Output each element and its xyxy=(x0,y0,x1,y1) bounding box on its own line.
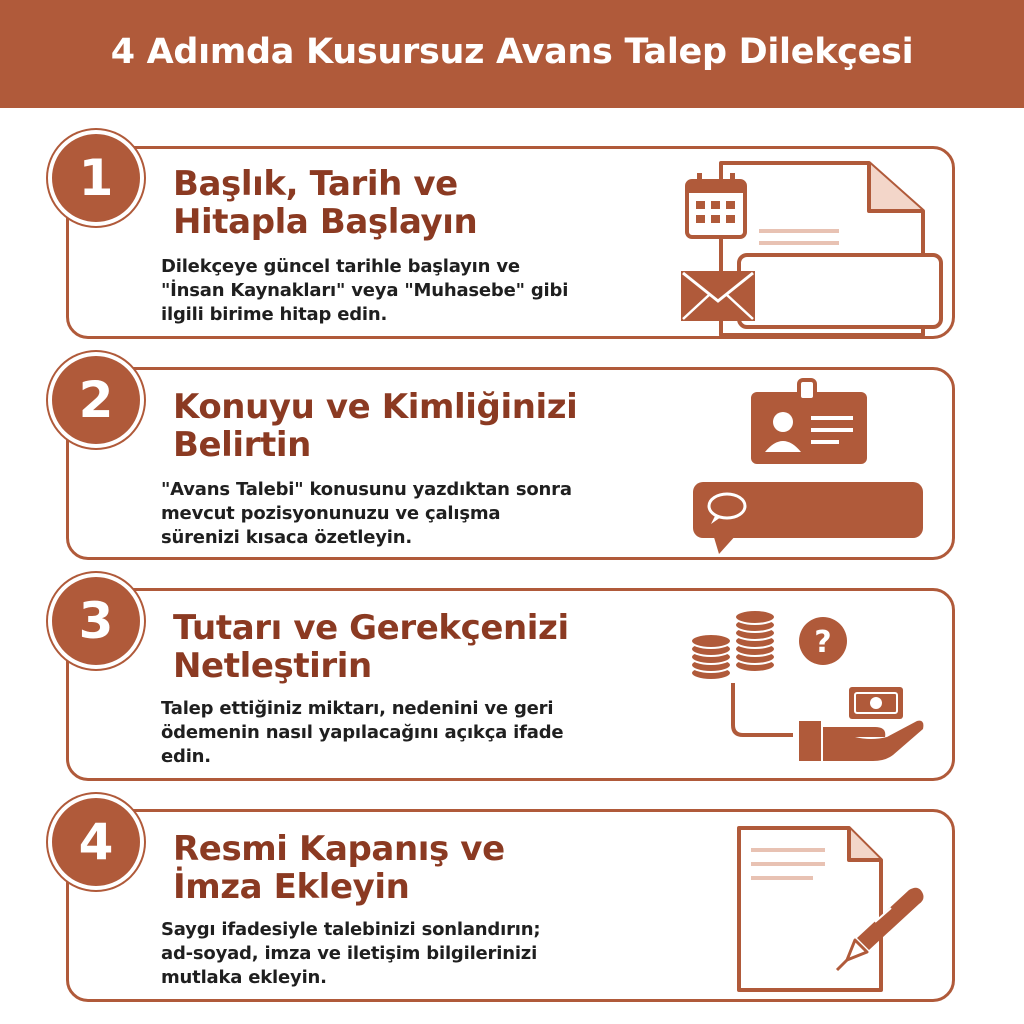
step-description: Saygı ifadesiyle talebinizi sonlandırın; ad-soyad, imza ve iletişim bilgilerinizi mutlaka ekleyin. xyxy=(161,919,541,988)
step-title: Konuyu ve Kimliğinizi Belirtin xyxy=(173,387,578,465)
question-icon xyxy=(799,617,847,665)
header-banner xyxy=(0,0,1024,108)
step-number-badge: 3 xyxy=(48,573,144,669)
step-1-illustration xyxy=(679,159,949,339)
step-card-3 xyxy=(66,588,955,781)
step-description: "Avans Talebi" konusunu yazdıktan sonra mevcut pozisyonunuzu ve çalışma sürenizi kısaca özetleyin. xyxy=(161,479,572,548)
step-number-badge: 2 xyxy=(48,352,144,448)
step-description: Talep ettiğiniz miktarı, nedenini ve geri ödemenin nasıl yapılacağını açıkça ifade edin. xyxy=(161,698,564,767)
step-4-illustration xyxy=(729,822,939,1002)
envelope-icon xyxy=(681,271,755,321)
step-description: Dilekçeye güncel tarihle başlayın ve "İnsan Kaynakları" veya "Muhasebe" gibi ilgili birime hitap edin. xyxy=(161,256,569,325)
speech-bubble-icon xyxy=(693,482,923,554)
page-title: 4 Adımda Kusursuz Avans Talep Dilekçesi xyxy=(110,32,914,72)
step-card-2 xyxy=(66,367,955,560)
step-number-badge: 1 xyxy=(48,130,144,226)
id-card-icon xyxy=(751,380,867,464)
document-icon xyxy=(739,828,881,990)
calendar-icon xyxy=(687,173,745,237)
hand-icon xyxy=(799,721,923,761)
step-number-badge: 4 xyxy=(48,794,144,890)
step-3-illustration xyxy=(689,603,939,773)
step-title: Resmi Kapanış ve İmza Ekleyin xyxy=(173,829,505,907)
step-title: Başlık, Tarih ve Hitapla Başlayın xyxy=(173,164,478,242)
step-2-illustration xyxy=(689,378,939,558)
step-title: Tutarı ve Gerekçenizi Netleştirin xyxy=(173,608,569,686)
banknote-icon xyxy=(849,687,903,719)
step-card-1 xyxy=(66,146,955,339)
coins-icon xyxy=(691,610,775,680)
step-card-4 xyxy=(66,809,955,1002)
svg-text:?: ? xyxy=(814,625,832,660)
